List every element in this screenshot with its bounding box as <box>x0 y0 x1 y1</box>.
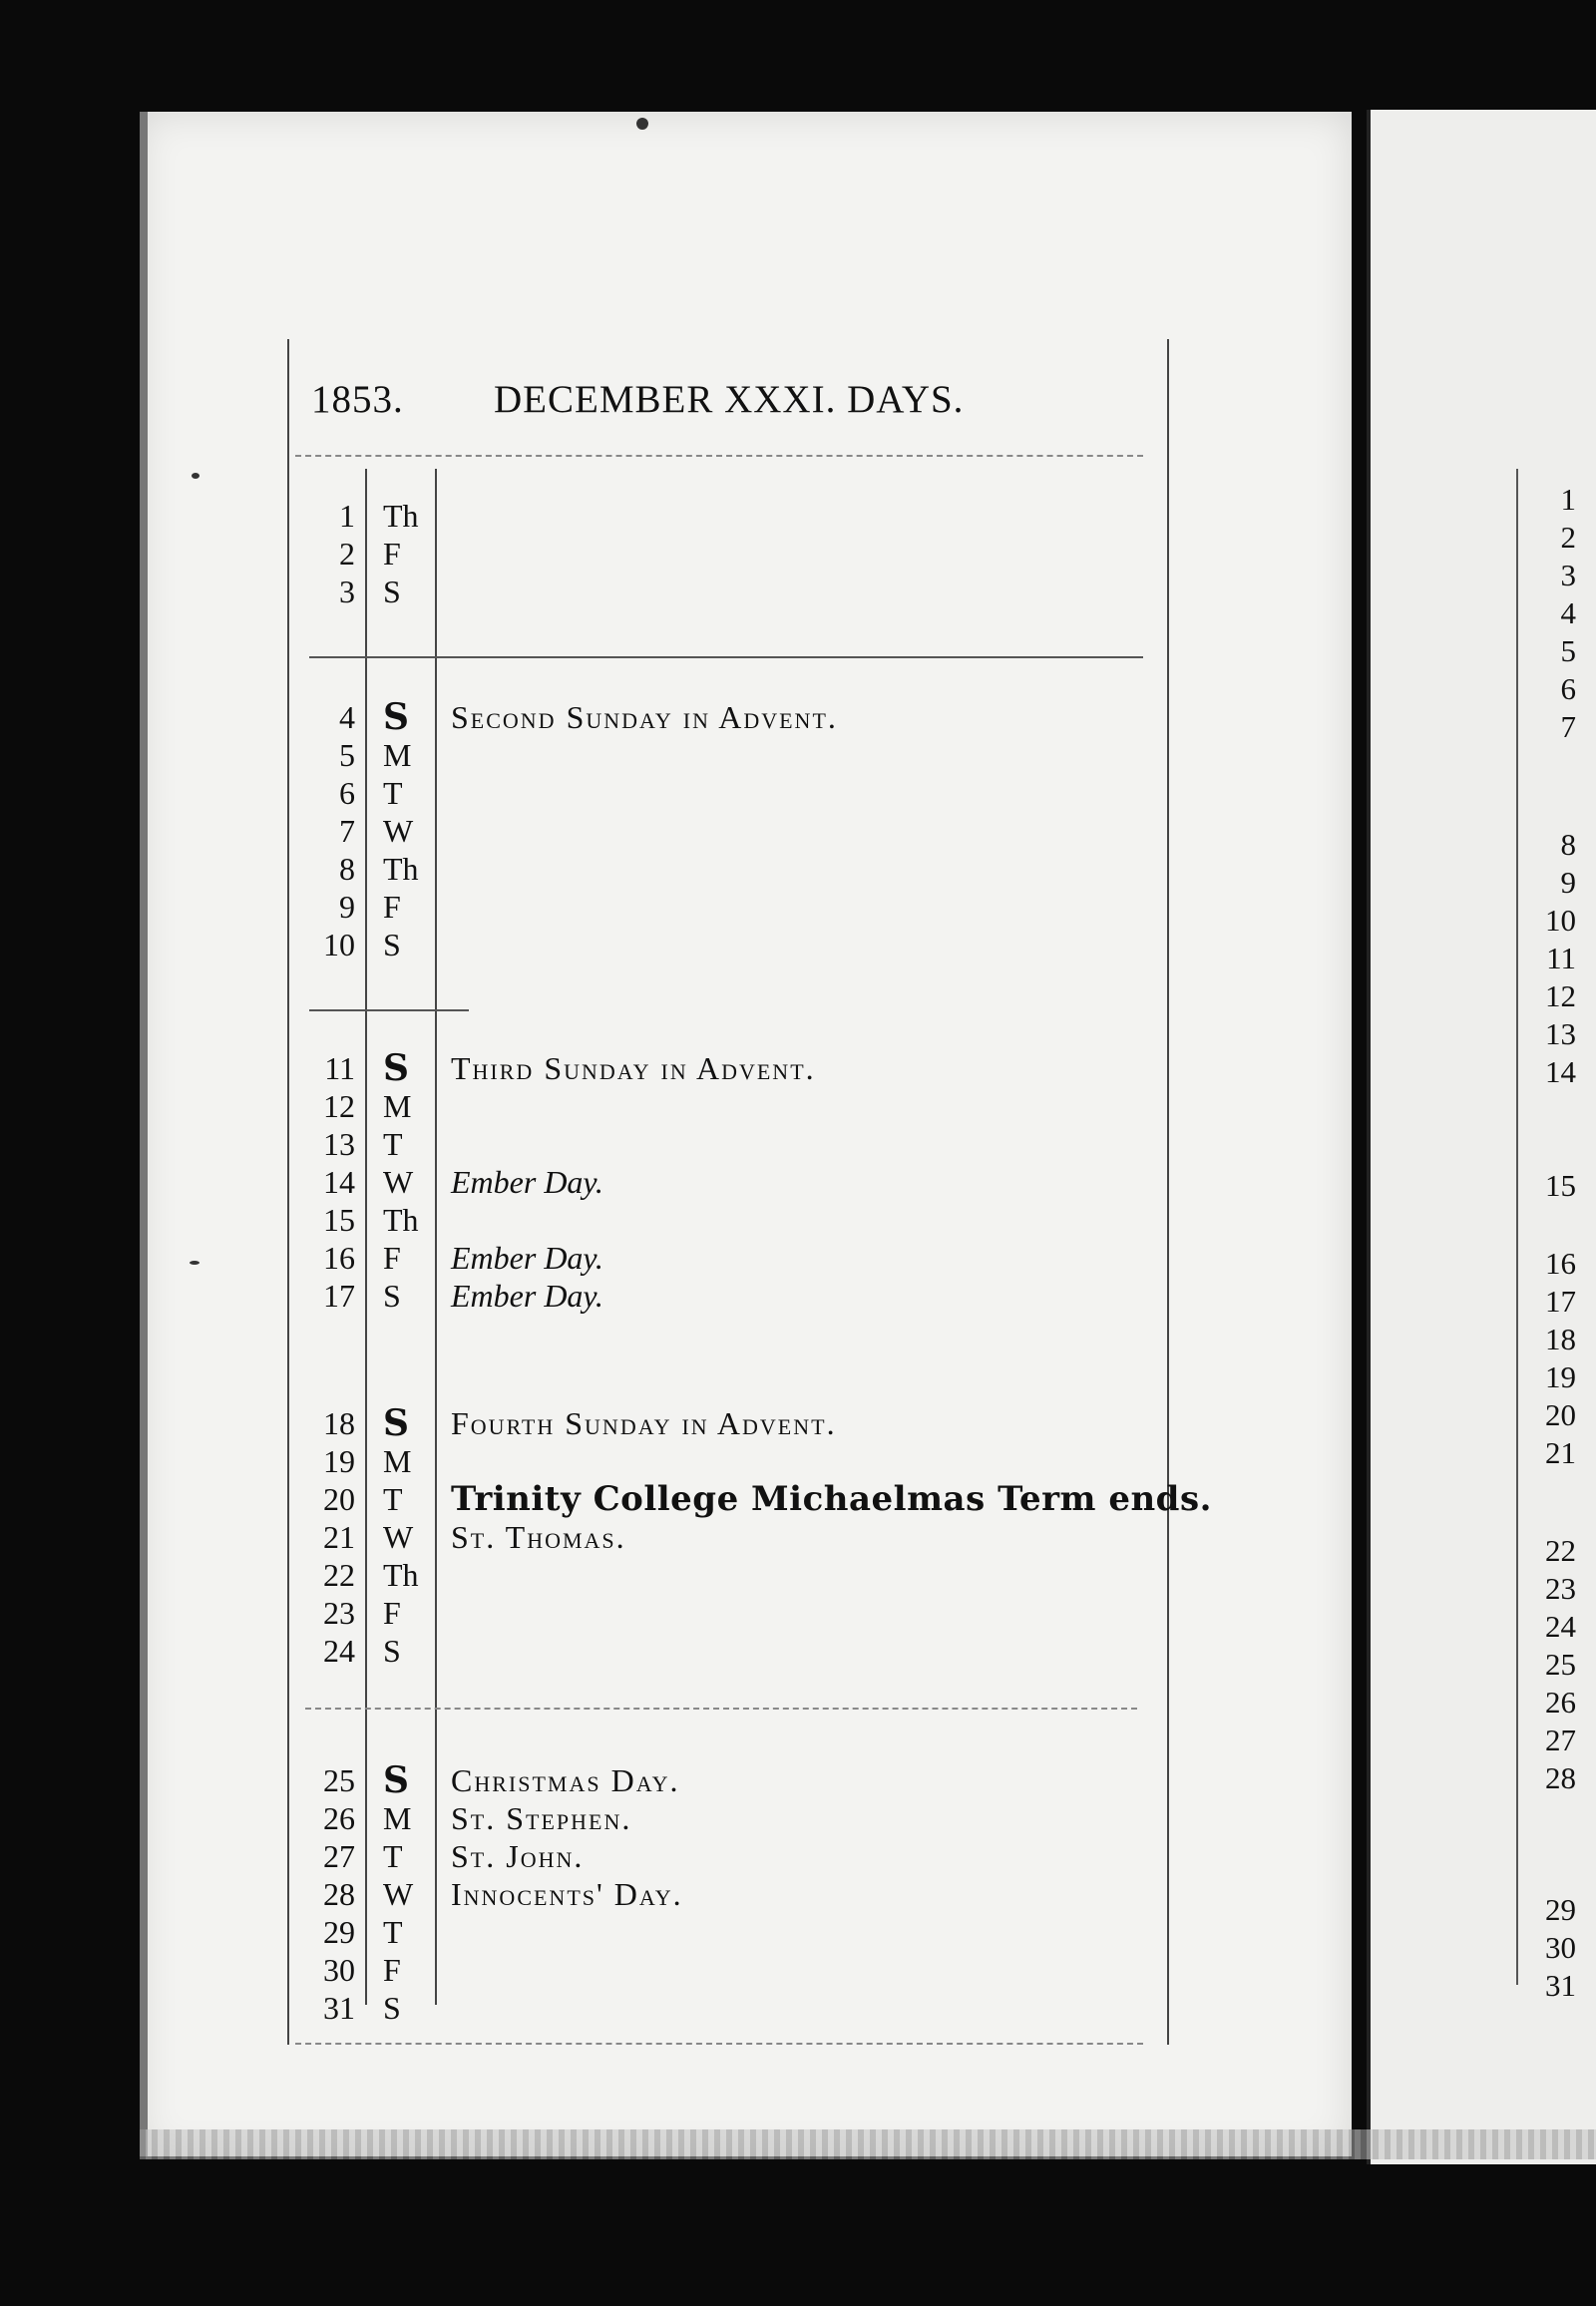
facing-day-number: 5 <box>1560 633 1576 668</box>
day-observance: Innocents' Day. <box>451 1876 683 1912</box>
weekday-abbrev: Th <box>383 1202 419 1238</box>
facing-day-number: 7 <box>1560 709 1576 744</box>
day-number: 10 <box>323 927 355 962</box>
weekday-abbrev: S <box>383 1759 409 1801</box>
day-row <box>0 1556 1596 1594</box>
day-number: 31 <box>323 1990 355 2026</box>
weekday-abbrev: T <box>383 1481 403 1517</box>
weekday-abbrev: M <box>383 1800 412 1836</box>
weekday-abbrev: M <box>383 1443 412 1479</box>
week-rule <box>309 1009 469 1011</box>
day-row <box>0 1125 1596 1163</box>
day-number: 6 <box>339 775 355 811</box>
facing-day-number: 31 <box>1545 1968 1576 2003</box>
day-number: 30 <box>323 1952 355 1988</box>
day-row <box>0 736 1596 774</box>
facing-day-number: 10 <box>1545 903 1576 938</box>
facing-day-number: 13 <box>1545 1016 1576 1051</box>
facing-day-number: 21 <box>1545 1435 1576 1470</box>
day-row <box>0 1480 1596 1518</box>
year-label: 1853. <box>311 378 404 421</box>
facing-day-number: 29 <box>1545 1892 1576 1927</box>
day-number: 19 <box>323 1443 355 1479</box>
facing-day-number: 19 <box>1545 1359 1576 1394</box>
weekday-abbrev: M <box>383 737 412 773</box>
weekday-abbrev: S <box>383 1990 401 2026</box>
day-number: 16 <box>323 1240 355 1276</box>
day-row <box>0 1989 1596 2027</box>
facing-day-number: 20 <box>1545 1397 1576 1432</box>
day-observance: St. Thomas. <box>451 1519 626 1555</box>
facing-day-number: 23 <box>1545 1571 1576 1606</box>
weekday-abbrev: F <box>383 889 401 925</box>
weekday-abbrev: S <box>383 574 401 609</box>
day-row <box>0 1761 1596 1799</box>
day-row <box>0 1913 1596 1951</box>
day-row <box>0 1049 1596 1087</box>
day-row <box>0 1442 1596 1480</box>
facing-day-number: 4 <box>1560 595 1576 630</box>
day-observance: Ember Day. <box>451 1240 603 1276</box>
day-number: 25 <box>323 1762 355 1798</box>
weekday-abbrev: F <box>383 536 401 572</box>
day-row <box>0 1163 1596 1201</box>
facing-day-number: 14 <box>1545 1054 1576 1089</box>
day-number: 15 <box>323 1202 355 1238</box>
day-row <box>0 1799 1596 1837</box>
facing-day-number: 11 <box>1546 941 1576 975</box>
day-number: 24 <box>323 1633 355 1669</box>
day-row <box>0 850 1596 888</box>
weekday-abbrev: Th <box>383 498 419 534</box>
day-row <box>0 1404 1596 1442</box>
weekday-abbrev: S <box>383 1402 409 1444</box>
day-observance: Christmas Day. <box>451 1762 680 1798</box>
day-row <box>0 1632 1596 1670</box>
day-number: 21 <box>323 1519 355 1555</box>
day-observance: Second Sunday in Advent. <box>451 699 838 735</box>
weekday-abbrev: T <box>383 1838 403 1874</box>
facing-day-number: 28 <box>1545 1760 1576 1795</box>
weekday-abbrev: T <box>383 775 403 811</box>
day-observance: St. Stephen. <box>451 1800 632 1836</box>
day-row <box>0 926 1596 963</box>
weekday-abbrev: S <box>383 1278 401 1314</box>
day-row <box>0 573 1596 610</box>
day-row <box>0 1837 1596 1875</box>
ink-speck <box>192 473 200 479</box>
facing-day-number: 8 <box>1560 827 1576 862</box>
facing-day-number: 17 <box>1545 1284 1576 1319</box>
facing-day-number: 30 <box>1545 1930 1576 1965</box>
day-observance: Ember Day. <box>451 1164 603 1200</box>
facing-day-number: 9 <box>1560 865 1576 900</box>
day-number: 29 <box>323 1914 355 1950</box>
day-number: 26 <box>323 1800 355 1836</box>
day-row <box>0 497 1596 535</box>
day-row <box>0 535 1596 573</box>
weekday-abbrev: F <box>383 1952 401 1988</box>
day-number: 13 <box>323 1126 355 1162</box>
day-row <box>0 1518 1596 1556</box>
day-number: 9 <box>339 889 355 925</box>
weekday-abbrev: S <box>383 696 409 738</box>
day-row <box>0 1087 1596 1125</box>
weekday-abbrev: Th <box>383 1557 419 1593</box>
day-row <box>0 1239 1596 1277</box>
day-row <box>0 888 1596 926</box>
day-number: 14 <box>323 1164 355 1200</box>
day-number: 11 <box>324 1050 355 1086</box>
day-row <box>0 1594 1596 1632</box>
day-number: 22 <box>323 1557 355 1593</box>
facing-day-number: 22 <box>1545 1533 1576 1568</box>
day-number: 1 <box>339 498 355 534</box>
day-number: 28 <box>323 1876 355 1912</box>
month-title: DECEMBER XXXI. DAYS. <box>494 378 965 421</box>
weekday-abbrev: M <box>383 1088 412 1124</box>
facing-day-number: 2 <box>1560 520 1576 555</box>
day-row <box>0 698 1596 736</box>
day-number: 4 <box>339 699 355 735</box>
weekday-abbrev: W <box>383 1164 414 1200</box>
day-number: 20 <box>323 1481 355 1517</box>
weekday-abbrev: S <box>383 927 401 962</box>
day-row <box>0 1201 1596 1239</box>
day-number: 27 <box>323 1838 355 1874</box>
day-observance: Third Sunday in Advent. <box>451 1050 816 1086</box>
day-observance: Fourth Sunday in Advent. <box>451 1405 837 1441</box>
facing-day-number: 27 <box>1545 1723 1576 1757</box>
day-observance: Trinity College Michaelmas Term ends. <box>451 1479 1212 1519</box>
facing-day-number: 3 <box>1560 558 1576 592</box>
day-number: 12 <box>323 1088 355 1124</box>
day-number: 18 <box>323 1405 355 1441</box>
day-number: 3 <box>339 574 355 609</box>
day-number: 17 <box>323 1278 355 1314</box>
week-rule <box>309 656 1143 658</box>
day-observance: St. John. <box>451 1838 585 1874</box>
ink-speck <box>636 118 648 130</box>
day-row <box>0 774 1596 812</box>
weekday-abbrev: F <box>383 1595 401 1631</box>
weekday-abbrev: T <box>383 1126 403 1162</box>
day-number: 5 <box>339 737 355 773</box>
facing-day-number: 25 <box>1545 1647 1576 1682</box>
day-row <box>0 1277 1596 1315</box>
day-row <box>0 812 1596 850</box>
facing-day-number: 1 <box>1560 482 1576 517</box>
header-rule <box>295 455 1143 457</box>
weekday-abbrev: S <box>383 1633 401 1669</box>
weekday-abbrev: Th <box>383 851 419 887</box>
day-number: 23 <box>323 1595 355 1631</box>
day-number: 7 <box>339 813 355 849</box>
facing-day-number: 26 <box>1545 1685 1576 1720</box>
day-number: 2 <box>339 536 355 572</box>
weekday-abbrev: W <box>383 1876 414 1912</box>
day-observance: Ember Day. <box>451 1278 603 1314</box>
facing-day-number: 15 <box>1545 1168 1576 1203</box>
weekday-abbrev: S <box>383 1047 409 1089</box>
day-number: 8 <box>339 851 355 887</box>
facing-day-number: 18 <box>1545 1322 1576 1356</box>
day-row <box>0 1875 1596 1913</box>
week-rule <box>305 1708 1137 1710</box>
weekday-abbrev: W <box>383 1519 414 1555</box>
facing-day-number: 12 <box>1545 978 1576 1013</box>
weekday-abbrev: F <box>383 1240 401 1276</box>
weekday-abbrev: W <box>383 813 414 849</box>
day-row <box>0 1951 1596 1989</box>
page-header <box>311 377 970 427</box>
footer-rule <box>295 2043 1143 2045</box>
facing-day-number: 6 <box>1560 671 1576 706</box>
facing-day-number: 24 <box>1545 1609 1576 1644</box>
page-bottom-edge <box>140 2129 1596 2159</box>
weekday-abbrev: T <box>383 1914 403 1950</box>
facing-day-number: 16 <box>1545 1246 1576 1281</box>
